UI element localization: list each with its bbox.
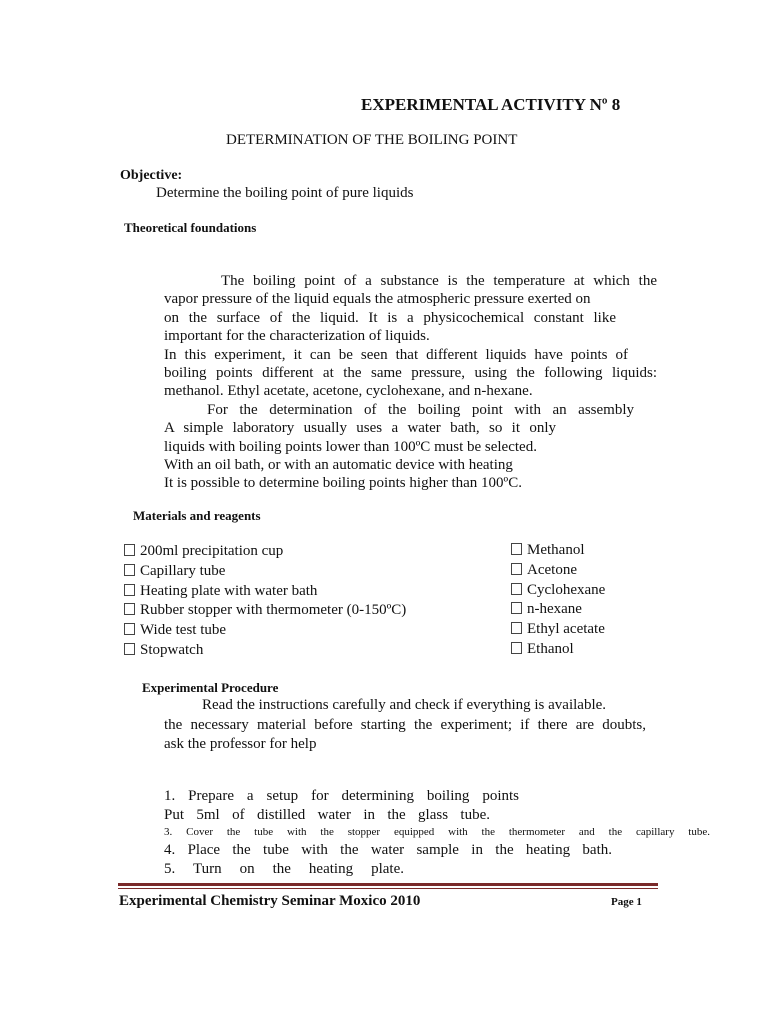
checkbox-icon: [124, 564, 135, 576]
list-item: Rubber stopper with thermometer (0-150ºC): [124, 601, 406, 621]
list-item: n-hexane: [511, 600, 605, 620]
materials-heading: Materials and reagents: [133, 508, 261, 523]
materials-list: [124, 542, 406, 661]
list-item: Acetone: [511, 561, 605, 581]
reagents-list: [511, 541, 605, 660]
theory-line: important for the characterization of liquids.: [164, 328, 430, 345]
theory-heading: Theoretical foundations: [124, 220, 257, 235]
theory-line: vapor pressure of the liquid equals the atmospheric pressure exerted on: [164, 291, 591, 308]
theory-line: The boiling point of a substance is the temperature at which the: [221, 273, 657, 289]
checkbox-icon: [511, 563, 522, 575]
document-title: EXPERIMENTAL ACTIVITY Nº 8: [361, 95, 621, 114]
document-subtitle: DETERMINATION OF THE BOILING POINT: [226, 132, 518, 148]
procedure-step: 3. Cover the tube with the stopper equipped with the thermometer and the capillary tube.: [164, 826, 710, 838]
procedure-step: 1. Prepare a setup for determining boiling points: [164, 788, 519, 804]
checkbox-icon: [511, 583, 522, 595]
list-item: Wide test tube: [124, 621, 406, 641]
checkbox-icon: [511, 602, 522, 614]
checkbox-icon: [511, 642, 522, 654]
checkbox-icon: [124, 584, 135, 596]
objective-text: Determine the boiling point of pure liquids: [156, 185, 414, 201]
footer-divider-thin: [118, 888, 658, 889]
theory-paragraph: [164, 272, 657, 493]
page-number: Page 1: [611, 896, 642, 908]
procedure-step: 5. Turn on the heating plate.: [164, 861, 404, 877]
theory-line: A simple laboratory usually uses a water bath, so it only: [164, 420, 556, 437]
list-item: Heating plate with water bath: [124, 582, 406, 602]
footer-divider: [118, 883, 658, 886]
theory-line: boiling points different at the same pressure, using the following liquids:: [164, 365, 657, 382]
theory-line: methanol. Ethyl acetate, acetone, cyclohexane, and n-hexane.: [164, 383, 533, 400]
list-item: Capillary tube: [124, 562, 406, 582]
checkbox-icon: [124, 623, 135, 635]
checkbox-icon: [124, 544, 135, 556]
procedure-intro-line: the necessary material before starting the experiment; if there are doubts,: [164, 716, 646, 733]
theory-line: For the determination of the boiling point with an assembly: [207, 401, 634, 418]
list-item: Cyclohexane: [511, 581, 605, 601]
procedure-intro: [164, 696, 646, 755]
theory-line: on the surface of the liquid. It is a physicochemical constant like: [164, 309, 616, 326]
procedure-steps: [164, 787, 710, 879]
list-item: Ethyl acetate: [511, 620, 605, 640]
footer-seminar-text: Experimental Chemistry Seminar Moxico 2010: [119, 893, 421, 909]
procedure-step: Put 5ml of distilled water in the glass tube.: [164, 807, 490, 823]
procedure-step: 4. Place the tube with the water sample in the heating bath.: [164, 842, 612, 858]
checkbox-icon: [124, 603, 135, 615]
procedure-heading: Experimental Procedure: [142, 680, 279, 695]
list-item: Ethanol: [511, 640, 605, 660]
theory-line: With an oil bath, or with an automatic device with heating: [164, 457, 513, 474]
theory-line: It is possible to determine boiling points higher than 100ºC.: [164, 475, 522, 492]
list-item: Methanol: [511, 541, 605, 561]
checkbox-icon: [511, 622, 522, 634]
procedure-intro-line: Read the instructions carefully and check if everything is available.: [202, 697, 607, 713]
procedure-intro-line: ask the professor for help: [164, 736, 317, 752]
checkbox-icon: [124, 643, 135, 655]
theory-line: liquids with boiling points lower than 100ºC must be selected.: [164, 438, 537, 455]
theory-line: In this experiment, it can be seen that different liquids have points of: [164, 346, 628, 363]
objective-heading: Objective:: [120, 168, 183, 183]
list-item: Stopwatch: [124, 641, 406, 661]
list-item: 200ml precipitation cup: [124, 542, 406, 562]
checkbox-icon: [511, 543, 522, 555]
